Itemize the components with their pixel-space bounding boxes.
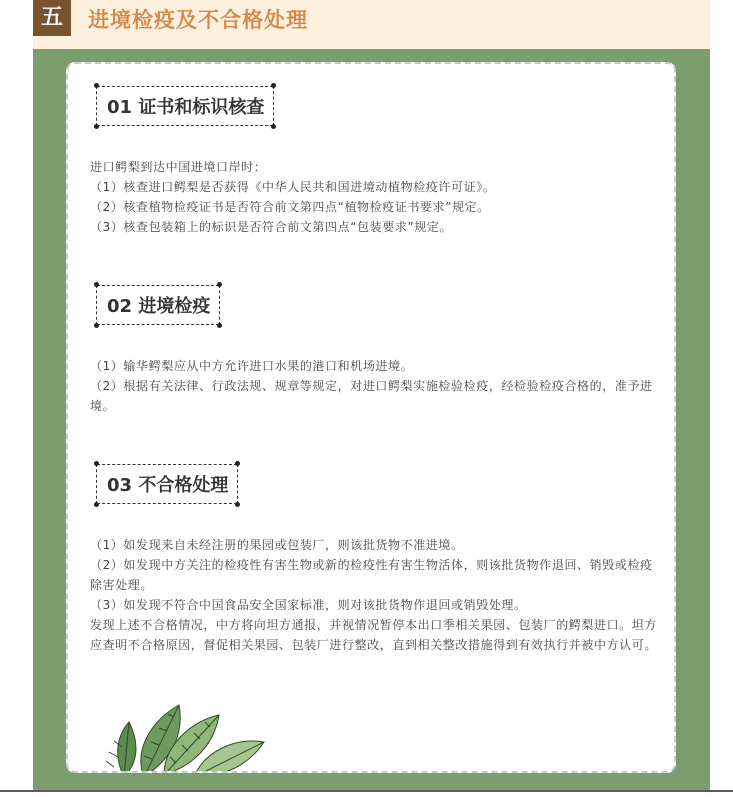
tropical-leaves-icon [104, 697, 284, 773]
paragraph: （1）如发现来自未经注册的果园或包装厂，则该批货物不准进境。 [90, 538, 464, 552]
section-number-badge: 五 [33, 0, 71, 36]
paragraph: （1）输华鳄梨应从中方允许进口水果的港口和机场进境。 [90, 359, 414, 373]
subsection-heading-03 [96, 464, 238, 504]
paragraph: （3）核查包装箱上的标识是否符合前文第四点“包装要求”规定。 [90, 220, 453, 234]
section-title: 进境检疫及不合格处理 [88, 8, 308, 32]
paragraph: （2）根据有关法律、行政法规、规章等规定，对进口鳄梨实施检验检疫，经检验检疫合格的，准予进境。 [90, 379, 653, 413]
paragraph: 发现上述不合格情况，中方将向坦方通报，并视情况暂停本出口季相关果园、包装厂的鳄梨进口。坦方应查明不合格原因，督促相关果园、包装厂进行整改，直到相关整改措施得到有效执行并被中方认可。 [90, 618, 658, 652]
paragraph: （3）如发现不符合中国食品安全国家标准，则对该批货物作退回或销毁处理。 [90, 598, 527, 612]
subsection-heading-text: 01 证书和标识核查 [107, 97, 265, 118]
subsection-body-03 [90, 535, 660, 655]
content-card [66, 62, 676, 773]
paragraph: （2）核查植物检疫证书是否符合前文第四点“植物检疫证书要求”规定。 [90, 200, 490, 214]
subsection-body-01 [90, 157, 660, 237]
paragraph: 进口鳄梨到达中国进境口岸时： [90, 160, 267, 174]
paragraph: （1）核查进口鳄梨是否获得《中华人民共和国进境动植物检疫许可证》。 [90, 180, 496, 194]
paragraph: （2）如发现中方关注的检疫性有害生物或新的检疫性有害生物活体，则该批货物作退回、销毁或检疫除害处理。 [90, 558, 653, 592]
subsection-body-02 [90, 356, 660, 416]
subsection-heading-02 [96, 285, 220, 325]
bottom-divider [0, 790, 733, 792]
subsection-heading-text: 03 不合格处理 [107, 475, 229, 496]
subsection-heading-01 [96, 86, 274, 126]
subsection-heading-text: 02 进境检疫 [107, 296, 211, 317]
